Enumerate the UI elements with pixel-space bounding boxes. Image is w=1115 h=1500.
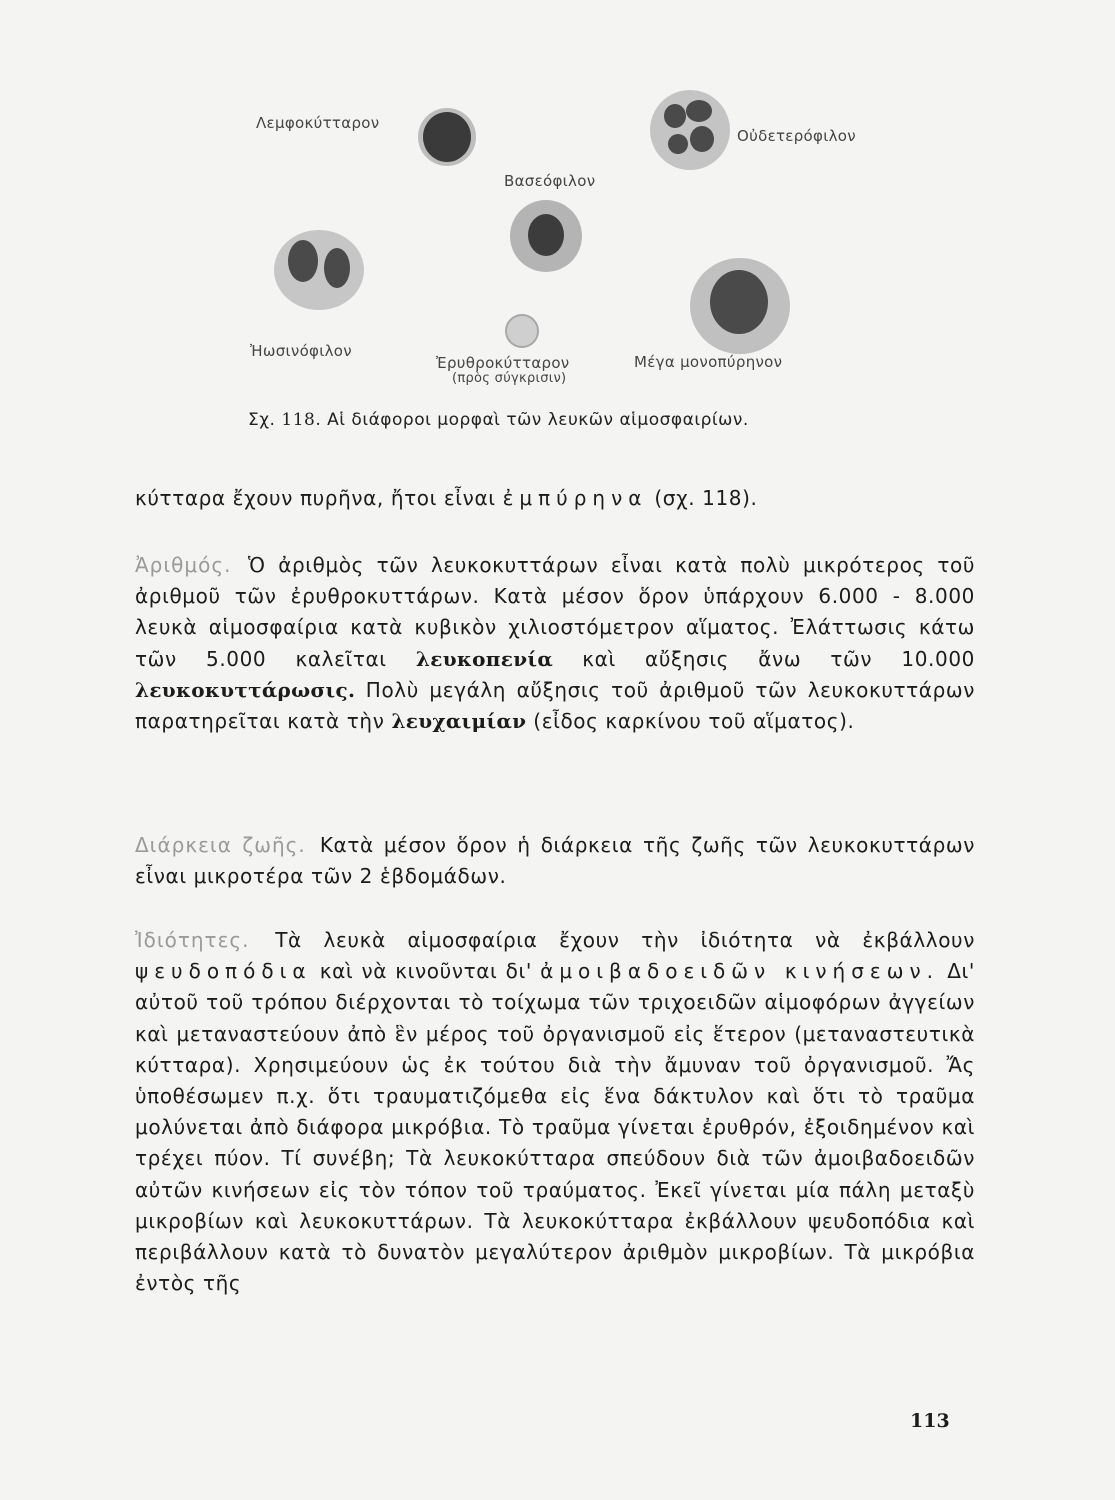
monocyte-cell-image (690, 258, 790, 354)
count-text-d: (εἶδος καρκίνου τοῦ αἵματος). (526, 709, 855, 734)
term-leukopenia: λευκοπενία (415, 646, 554, 671)
count-text-a: Ὁ ἀριθμὸς τῶν λευκοκυττάρων εἶναι κατὰ πολὺ μικρότερος τοῦ ἀριθμοῦ τῶν ἐρυθροκυττάρων. Κατὰ μέσον ὅρον ὑπάρχουν 6.000 - 8.000 λευκὰ αἱμοσφαίρια κατὰ κυβικὸν χιλιοστόμετρον αἵματος. Ἐλάττωσις κάτω τῶν 5.000 καλεῖται (135, 553, 975, 671)
term-pseudopodia: ψευδοπόδια (135, 959, 312, 984)
lifespan-text: Κατὰ μέσον ὅρον ἡ διάρκεια τῆς ζωῆς τῶν λευκοκυττάρων εἶναι μικροτέρα τῶν 2 ἑβδομάδων. (135, 833, 975, 889)
basophil-label: Βασεόφιλον (504, 172, 596, 190)
caption-number: 118. (281, 410, 322, 430)
lymphocyte-label: Λεμφοκύτταρον (256, 114, 380, 132)
caption-text: Αἱ διάφοροι μορφαὶ τῶν λευκῶν αἱμοσφαιρίων. (327, 410, 749, 430)
erythrocyte-note: (πρὸς σύγκρισιν) (452, 371, 567, 386)
page-number: 113 (910, 1410, 950, 1432)
neutrophil-cell-image (650, 90, 730, 170)
erythrocyte-label: Ἐρυθροκύτταρον (436, 354, 570, 372)
term-amoeboid-movements: ἀμοιβαδοειδῶν κινήσεων. (540, 959, 939, 984)
caption-prefix: Σχ. (248, 410, 276, 430)
properties-text-b: καὶ νὰ κινοῦνται δι' (311, 959, 541, 984)
properties-text-a: Τὰ λευκὰ αἱμοσφαίρια ἔχουν τὴν ἰδιότητα νὰ ἐκβάλλουν (253, 928, 975, 952)
count-text-b: καὶ αὔξησις ἄνω τῶν 10.000 (553, 646, 975, 671)
term-leukocytosis: λευκοκυττάρωσις. (135, 677, 356, 702)
properties-heading: Ἰδιότητες. (135, 928, 250, 952)
lifespan-paragraph (135, 830, 975, 892)
figure-caption (248, 410, 749, 430)
lifespan-heading: Διάρκεια ζωῆς. (135, 833, 306, 857)
intro-spaced-term: ἐμπύρηνα (502, 486, 648, 510)
count-text-c: Πολὺ μεγάλη αὔξησις τοῦ ἀριθμοῦ τῶν λευκοκυττάρων παρατηρεῖται κατὰ τὴν (135, 677, 975, 734)
lymphocyte-cell-image (418, 108, 476, 166)
count-heading: Ἀριθμός. (135, 553, 232, 577)
term-leukemia: λευχαιμίαν (391, 709, 527, 734)
white-blood-cells-figure (230, 80, 900, 400)
eosinophil-label: Ἠωσινόφιλον (250, 342, 352, 360)
erythrocyte-cell-image (505, 314, 539, 348)
eosinophil-cell-image (274, 230, 364, 310)
count-paragraph (135, 550, 975, 737)
intro-text-end: (σχ. 118). (647, 486, 758, 510)
properties-text-c: Δι' αὐτοῦ τοῦ τρόπου διέρχονται τὸ τοίχωμα τῶν τριχοειδῶν αἱμοφόρων ἀγγείων καὶ μεταναστεύουν ἀπὸ ἓν μέρος τοῦ ὀργανισμοῦ εἰς ἕτερον (μεταναστευτικὰ κύτταρα). Χρησιμεύουν ὡς ἐκ τούτου διὰ τὴν ἄμυναν τοῦ ὀργανισμοῦ. Ἄς ὑποθέσωμεν π.χ. ὅτι τραυματιζόμεθα εἰς ἕνα δάκτυλον καὶ ὅτι τὸ τραῦμα μολύνεται ἀπὸ διάφορα μικρόβια. Τὸ τραῦμα γίνεται ἐρυθρόν, ἐξοιδημένον καὶ τρέχει πύον. Τί συνέβη; Τὰ λευκοκύτταρα σπεύδουν διὰ τῶν ἀμοιβαδοειδῶν αὐτῶν κινήσεων εἰς τὸν τόπον τοῦ τραύματος. Ἐκεῖ γίνεται μία πάλη μεταξὺ μικροβίων καὶ λευκοκυττάρων. Τὰ λευκοκύτταρα ἐκβάλλουν ψευδοπόδια καὶ περιβάλλουν κατὰ τὸ δυνατὸν μεγαλύτερον ἀριθμὸν μικροβίων. Τὰ μικρόβια ἐντὸς τῆς (135, 959, 975, 1296)
intro-text: κύτταρα ἔχουν πυρῆνα, ἤτοι εἶναι (135, 486, 503, 510)
basophil-cell-image (510, 200, 582, 272)
neutrophil-label: Οὐδετερόφιλον (737, 127, 856, 145)
intro-paragraph (135, 483, 975, 514)
monocyte-label: Μέγα μονοπύρηνον (634, 353, 783, 371)
properties-paragraph (135, 925, 975, 1299)
